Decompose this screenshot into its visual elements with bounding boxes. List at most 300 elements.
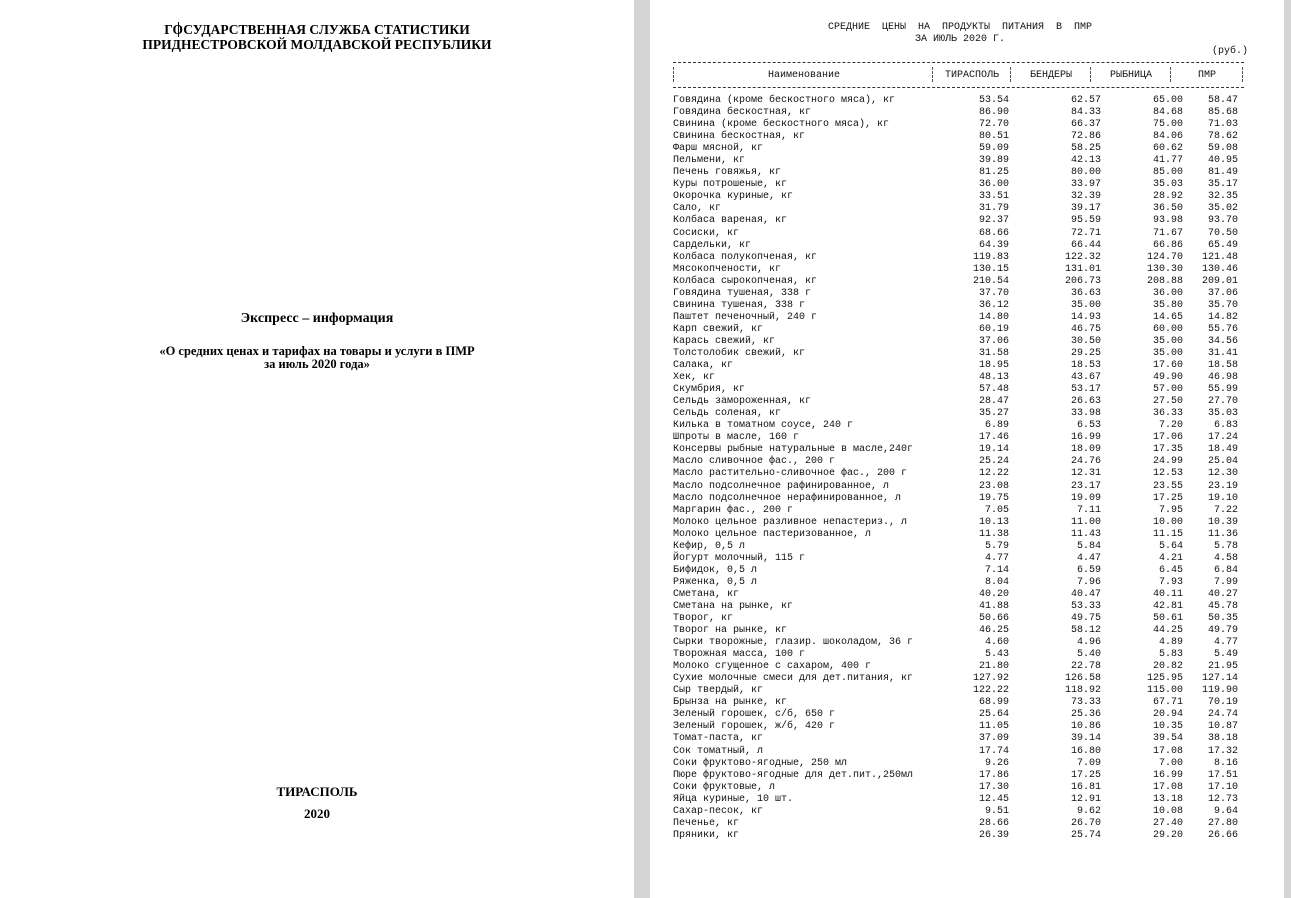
price-bendery: 19.09 <box>1070 492 1101 504</box>
price-bendery: 9.62 <box>1076 805 1101 817</box>
price-pmr: 7.22 <box>1213 504 1238 516</box>
table-row <box>673 348 1244 360</box>
product-name: Сырки творожные, глазир. шоколадом, 36 г <box>673 637 914 649</box>
price-rybnitsa: 35.03 <box>1152 179 1183 191</box>
table-row <box>673 577 1244 589</box>
table-row <box>673 264 1244 276</box>
price-rybnitsa: 40.11 <box>1152 588 1183 600</box>
table-row <box>673 553 1244 565</box>
price-tiraspol: 17.46 <box>978 432 1009 444</box>
table-row <box>673 384 1244 396</box>
table-title: СРЕДНИЕ ЦЕНЫ НА ПРОДУКТЫ ПИТАНИЯ В ПМР <box>827 22 1093 33</box>
price-pmr: 35.17 <box>1207 179 1238 191</box>
price-tiraspol: 40.20 <box>978 588 1009 600</box>
column-divider <box>932 67 933 82</box>
price-bendery: 30.50 <box>1070 335 1101 347</box>
product-name: Говядина тушеная, 338 г <box>673 287 812 299</box>
price-pmr: 12.30 <box>1207 468 1238 480</box>
product-name: Печень говяжья, кг <box>673 167 782 179</box>
table-row <box>673 456 1244 468</box>
price-tiraspol: 36.12 <box>978 299 1009 311</box>
table-row <box>673 203 1244 215</box>
price-pmr: 59.08 <box>1207 143 1238 155</box>
price-tiraspol: 122.22 <box>972 685 1009 697</box>
price-pmr: 10.87 <box>1207 721 1238 733</box>
table-row <box>673 565 1244 577</box>
product-name: Маргарин фас., 200 г <box>673 504 794 516</box>
price-tiraspol: 11.05 <box>978 721 1009 733</box>
product-name: Сосиски, кг <box>673 227 740 239</box>
price-pmr: 81.49 <box>1207 167 1238 179</box>
table-row <box>673 758 1244 770</box>
price-pmr: 21.95 <box>1207 661 1238 673</box>
table-row <box>673 697 1244 709</box>
price-tiraspol: 5.43 <box>984 649 1009 661</box>
price-tiraspol: 12.22 <box>978 468 1009 480</box>
product-name: Молоко цельное разливное непастериз., л <box>673 516 908 528</box>
table-top-rule <box>673 62 1244 63</box>
price-pmr: 65.49 <box>1207 239 1238 251</box>
price-rybnitsa: 208.88 <box>1146 275 1183 287</box>
price-pmr: 18.58 <box>1207 360 1238 372</box>
table-row <box>673 649 1244 661</box>
price-tiraspol: 64.39 <box>978 239 1009 251</box>
price-tiraspol: 48.13 <box>978 372 1009 384</box>
price-bendery: 24.76 <box>1070 456 1101 468</box>
price-pmr: 26.66 <box>1207 829 1238 841</box>
price-pmr: 71.03 <box>1207 119 1238 131</box>
price-bendery: 32.39 <box>1070 191 1101 203</box>
price-pmr: 17.51 <box>1207 769 1238 781</box>
agency-name-line1: ГОСУДАРСТВЕННАЯ СЛУЖБА СТАТИСТИКИ <box>164 22 470 37</box>
table-row <box>673 685 1244 697</box>
price-tiraspol: 68.66 <box>978 227 1009 239</box>
price-rybnitsa: 71.67 <box>1152 227 1183 239</box>
price-bendery: 39.14 <box>1070 733 1101 745</box>
price-pmr: 19.10 <box>1207 492 1238 504</box>
table-row <box>673 830 1244 842</box>
price-bendery: 16.99 <box>1070 432 1101 444</box>
price-pmr: 10.39 <box>1207 516 1238 528</box>
price-rybnitsa: 60.00 <box>1152 323 1183 335</box>
price-bendery: 80.00 <box>1070 167 1101 179</box>
price-rybnitsa: 17.25 <box>1152 492 1183 504</box>
price-tiraspol: 7.14 <box>984 564 1009 576</box>
table-row <box>673 119 1244 131</box>
header-name: Наименование <box>767 70 840 81</box>
price-pmr: 6.84 <box>1213 564 1238 576</box>
price-bendery: 33.98 <box>1070 408 1101 420</box>
price-tiraspol: 68.99 <box>978 697 1009 709</box>
table-row <box>673 661 1244 673</box>
price-tiraspol: 127.92 <box>972 673 1009 685</box>
table-row <box>673 505 1244 517</box>
price-tiraspol: 17.86 <box>978 769 1009 781</box>
price-bendery: 126.58 <box>1064 673 1101 685</box>
price-tiraspol: 92.37 <box>978 215 1009 227</box>
price-tiraspol: 86.90 <box>978 107 1009 119</box>
price-rybnitsa: 17.35 <box>1152 444 1183 456</box>
price-pmr: 12.73 <box>1207 793 1238 805</box>
header-bendery: БЕНДЕРЫ <box>1029 70 1072 81</box>
price-rybnitsa: 13.18 <box>1152 793 1183 805</box>
product-name: Сыр твердый, кг <box>673 685 764 697</box>
price-bendery: 58.12 <box>1070 625 1101 637</box>
product-name: Печенье, кг <box>673 817 740 829</box>
price-rybnitsa: 29.20 <box>1152 829 1183 841</box>
price-tiraspol: 130.15 <box>972 263 1009 275</box>
price-rybnitsa: 75.00 <box>1152 119 1183 131</box>
price-tiraspol: 25.24 <box>978 456 1009 468</box>
price-table-page <box>650 0 1284 898</box>
price-bendery: 42.13 <box>1070 155 1101 167</box>
price-bendery: 49.75 <box>1070 613 1101 625</box>
price-bendery: 84.33 <box>1070 107 1101 119</box>
price-bendery: 16.81 <box>1070 781 1101 793</box>
product-name: Сметана на рынке, кг <box>673 600 794 612</box>
price-pmr: 27.70 <box>1207 396 1238 408</box>
price-tiraspol: 4.60 <box>984 637 1009 649</box>
price-rybnitsa: 49.90 <box>1152 372 1183 384</box>
price-bendery: 7.11 <box>1076 504 1101 516</box>
price-bendery: 72.71 <box>1070 227 1101 239</box>
price-bendery: 12.31 <box>1070 468 1101 480</box>
table-row <box>673 601 1244 613</box>
price-rybnitsa: 65.00 <box>1152 95 1183 106</box>
column-divider <box>1010 67 1011 82</box>
agency-name-line2: ПРИДНЕСТРОВСКОЙ МОЛДАВСКОЙ РЕСПУБЛИКИ <box>142 37 492 52</box>
price-tiraspol: 37.09 <box>978 733 1009 745</box>
price-pmr: 119.90 <box>1201 685 1238 697</box>
price-tiraspol: 11.38 <box>978 528 1009 540</box>
price-pmr: 121.48 <box>1201 251 1238 263</box>
price-rybnitsa: 57.00 <box>1152 384 1183 396</box>
price-rybnitsa: 12.53 <box>1152 468 1183 480</box>
price-rybnitsa: 93.98 <box>1152 215 1183 227</box>
price-rybnitsa: 36.33 <box>1152 408 1183 420</box>
publication-year: 2020 <box>304 806 330 821</box>
price-bendery: 17.25 <box>1070 769 1101 781</box>
product-name: Творожная масса, 100 г <box>673 649 806 661</box>
product-name: Сахар-песок, кг <box>673 805 764 817</box>
table-row <box>673 444 1244 456</box>
price-tiraspol: 8.04 <box>984 576 1009 588</box>
price-tiraspol: 31.79 <box>978 203 1009 215</box>
table-row <box>673 770 1244 782</box>
price-bendery: 22.78 <box>1070 661 1101 673</box>
price-bendery: 66.37 <box>1070 119 1101 131</box>
price-rybnitsa: 36.00 <box>1152 287 1183 299</box>
product-name: Кефир, 0,5 л <box>673 540 746 552</box>
table-row <box>673 493 1244 505</box>
table-row <box>673 818 1244 830</box>
price-tiraspol: 33.51 <box>978 191 1009 203</box>
table-row <box>673 637 1244 649</box>
price-bendery: 18.53 <box>1070 360 1101 372</box>
price-rybnitsa: 50.61 <box>1152 613 1183 625</box>
table-row <box>673 107 1244 119</box>
table-body <box>673 95 1244 842</box>
price-rybnitsa: 85.00 <box>1152 167 1183 179</box>
price-rybnitsa: 5.83 <box>1158 649 1183 661</box>
price-pmr: 7.99 <box>1213 576 1238 588</box>
product-name: Зеленый горошек, ж/б, 420 г <box>673 721 836 733</box>
product-name: Скумбрия, кг <box>673 384 746 396</box>
price-bendery: 53.33 <box>1070 600 1101 612</box>
price-pmr: 34.56 <box>1207 335 1238 347</box>
table-row <box>673 95 1244 107</box>
product-name: Свинина бескостная, кг <box>673 131 806 143</box>
price-tiraspol: 28.66 <box>978 817 1009 829</box>
product-name: Сало, кг <box>673 203 722 215</box>
price-rybnitsa: 84.06 <box>1152 131 1183 143</box>
product-name: Молоко сгущенное с сахаром, 400 г <box>673 661 872 673</box>
price-rybnitsa: 7.00 <box>1158 757 1183 769</box>
price-pmr: 46.98 <box>1207 372 1238 384</box>
price-tiraspol: 7.05 <box>984 504 1009 516</box>
table-row <box>673 288 1244 300</box>
price-bendery: 72.86 <box>1070 131 1101 143</box>
price-tiraspol: 6.89 <box>984 420 1009 432</box>
price-pmr: 40.95 <box>1207 155 1238 167</box>
price-bendery: 66.44 <box>1070 239 1101 251</box>
product-name: Масло подсолнечное нерафинированное, л <box>673 492 902 504</box>
table-subtitle: ЗА ИЮЛЬ 2020 Г. <box>914 34 1005 45</box>
product-name: Масло подсолнечное рафинированное, л <box>673 480 890 492</box>
price-tiraspol: 18.95 <box>978 360 1009 372</box>
price-rybnitsa: 10.08 <box>1152 805 1183 817</box>
product-name: Консервы рыбные натуральные в масле,240г <box>673 444 914 456</box>
price-rybnitsa: 44.25 <box>1152 625 1183 637</box>
price-bendery: 29.25 <box>1070 347 1101 359</box>
table-row <box>673 806 1244 818</box>
product-name: Сардельки, кг <box>673 239 752 251</box>
table-row <box>673 541 1244 553</box>
table-row <box>673 709 1244 721</box>
price-pmr: 78.62 <box>1207 131 1238 143</box>
price-bendery: 33.97 <box>1070 179 1101 191</box>
product-name: Сметана, кг <box>673 588 740 600</box>
price-bendery: 10.86 <box>1070 721 1101 733</box>
price-pmr: 58.47 <box>1207 95 1238 106</box>
product-name: Томат-паста, кг <box>673 733 764 745</box>
header-rybnitsa: РЫБНИЦА <box>1109 70 1152 81</box>
product-name: Яйца куриные, 10 шт. <box>673 793 794 805</box>
price-tiraspol: 72.70 <box>978 119 1009 131</box>
price-rybnitsa: 27.40 <box>1152 817 1183 829</box>
price-rybnitsa: 28.92 <box>1152 191 1183 203</box>
product-name: Творог на рынке, кг <box>673 625 788 637</box>
price-rybnitsa: 4.21 <box>1158 552 1183 564</box>
price-pmr: 24.74 <box>1207 709 1238 721</box>
price-pmr: 45.78 <box>1207 600 1238 612</box>
price-bendery: 46.75 <box>1070 323 1101 335</box>
table-row <box>673 468 1244 480</box>
table-row <box>673 481 1244 493</box>
price-pmr: 5.78 <box>1213 540 1238 552</box>
price-bendery: 7.96 <box>1076 576 1101 588</box>
price-pmr: 93.70 <box>1207 215 1238 227</box>
price-rybnitsa: 60.62 <box>1152 143 1183 155</box>
price-bendery: 6.53 <box>1076 420 1101 432</box>
price-bendery: 40.47 <box>1070 588 1101 600</box>
table-row <box>673 721 1244 733</box>
product-name: Брынза на рынке, кг <box>673 697 788 709</box>
price-pmr: 23.19 <box>1207 480 1238 492</box>
product-name: Сельдь замороженная, кг <box>673 396 812 408</box>
price-tiraspol: 21.80 <box>978 661 1009 673</box>
price-rybnitsa: 35.00 <box>1152 335 1183 347</box>
product-name: Пряники, кг <box>673 829 740 841</box>
table-row <box>673 420 1244 432</box>
price-bendery: 131.01 <box>1064 263 1101 275</box>
price-rybnitsa: 67.71 <box>1152 697 1183 709</box>
price-tiraspol: 41.88 <box>978 600 1009 612</box>
price-pmr: 70.19 <box>1207 697 1238 709</box>
price-tiraspol: 57.48 <box>978 384 1009 396</box>
price-pmr: 6.83 <box>1213 420 1238 432</box>
table-row <box>673 517 1244 529</box>
price-bendery: 25.74 <box>1070 829 1101 841</box>
price-rybnitsa: 35.80 <box>1152 299 1183 311</box>
price-rybnitsa: 17.08 <box>1152 745 1183 757</box>
price-tiraspol: 60.19 <box>978 323 1009 335</box>
price-bendery: 35.00 <box>1070 299 1101 311</box>
price-bendery: 23.17 <box>1070 480 1101 492</box>
price-bendery: 11.00 <box>1070 516 1101 528</box>
product-name: Килька в томатном соусе, 240 г <box>673 420 854 432</box>
product-name: Пюре фруктово-ягодные для дет.пит.,250мл <box>673 769 914 781</box>
product-name: Масло сливочное фас., 200 г <box>673 456 836 468</box>
product-name: Бифидок, 0,5 л <box>673 564 758 576</box>
price-tiraspol: 36.00 <box>978 179 1009 191</box>
price-tiraspol: 25.64 <box>978 709 1009 721</box>
price-bendery: 18.09 <box>1070 444 1101 456</box>
product-name: Фарш мясной, кг <box>673 143 764 155</box>
price-tiraspol: 80.51 <box>978 131 1009 143</box>
document-type-title: Экспресс – информация <box>240 311 394 326</box>
price-rybnitsa: 5.64 <box>1158 540 1183 552</box>
table-row <box>673 228 1244 240</box>
table-row <box>673 155 1244 167</box>
price-pmr: 37.06 <box>1207 287 1238 299</box>
product-name: Сок томатный, л <box>673 745 764 757</box>
product-name: Говядина (кроме бескостного мяса), кг <box>673 95 896 106</box>
header-pmr: ПМР <box>1197 70 1216 81</box>
price-bendery: 4.47 <box>1076 552 1101 564</box>
product-name: Колбаса сырокопченая, кг <box>673 275 818 287</box>
price-rybnitsa: 24.99 <box>1152 456 1183 468</box>
price-bendery: 6.59 <box>1076 564 1101 576</box>
price-bendery: 206.73 <box>1064 275 1101 287</box>
product-name: Колбаса полукопченая, кг <box>673 251 818 263</box>
header-tiraspol: ТИРАСПОЛЬ <box>944 70 999 81</box>
price-rybnitsa: 23.55 <box>1152 480 1183 492</box>
product-name: Толстолобик свежий, кг <box>673 347 806 359</box>
table-header-rule <box>673 87 1244 88</box>
product-name: Карась свежий, кг <box>673 335 776 347</box>
price-rybnitsa: 42.81 <box>1152 600 1183 612</box>
price-pmr: 85.68 <box>1207 107 1238 119</box>
price-pmr: 9.64 <box>1213 805 1238 817</box>
price-rybnitsa: 36.50 <box>1152 203 1183 215</box>
price-bendery: 62.57 <box>1070 95 1101 106</box>
table-row <box>673 276 1244 288</box>
price-tiraspol: 35.27 <box>978 408 1009 420</box>
price-tiraspol: 17.74 <box>978 745 1009 757</box>
price-bendery: 16.80 <box>1070 745 1101 757</box>
product-name: Соки фруктово-ягодные, 250 мл <box>673 757 848 769</box>
table-row <box>673 336 1244 348</box>
price-tiraspol: 59.09 <box>978 143 1009 155</box>
price-bendery: 26.63 <box>1070 396 1101 408</box>
product-name: Говядина бескостная, кг <box>673 107 812 119</box>
price-rybnitsa: 17.60 <box>1152 360 1183 372</box>
price-pmr: 31.41 <box>1207 347 1238 359</box>
price-pmr: 25.04 <box>1207 456 1238 468</box>
price-bendery: 25.36 <box>1070 709 1101 721</box>
product-name: Мясокопчености, кг <box>673 263 782 275</box>
table-row <box>673 143 1244 155</box>
price-tiraspol: 53.54 <box>978 95 1009 106</box>
price-tiraspol: 19.75 <box>978 492 1009 504</box>
price-pmr: 209.01 <box>1201 275 1238 287</box>
table-row <box>673 613 1244 625</box>
product-name: Карп свежий, кг <box>673 323 764 335</box>
table-row <box>673 300 1244 312</box>
price-tiraspol: 17.30 <box>978 781 1009 793</box>
price-bendery: 12.91 <box>1070 793 1101 805</box>
price-tiraspol: 31.58 <box>978 347 1009 359</box>
table-row <box>673 324 1244 336</box>
price-rybnitsa: 115.00 <box>1146 685 1183 697</box>
price-pmr: 40.27 <box>1207 588 1238 600</box>
price-pmr: 55.99 <box>1207 384 1238 396</box>
product-name: Сельдь соленая, кг <box>673 408 782 420</box>
table-row <box>673 408 1244 420</box>
product-name: Паштет печеночный, 240 г <box>673 311 818 323</box>
price-tiraspol: 23.08 <box>978 480 1009 492</box>
price-rybnitsa: 6.45 <box>1158 564 1183 576</box>
table-row <box>673 131 1244 143</box>
price-rybnitsa: 66.86 <box>1152 239 1183 251</box>
table-row <box>673 215 1244 227</box>
price-pmr: 35.03 <box>1207 408 1238 420</box>
price-bendery: 36.63 <box>1070 287 1101 299</box>
table-row <box>673 733 1244 745</box>
price-pmr: 35.70 <box>1207 299 1238 311</box>
price-rybnitsa: 14.65 <box>1152 311 1183 323</box>
product-name: Окорочка куриные, кг <box>673 191 794 203</box>
table-row <box>673 240 1244 252</box>
price-bendery: 5.84 <box>1076 540 1101 552</box>
product-name: Творог, кг <box>673 613 734 625</box>
price-pmr: 4.77 <box>1213 637 1238 649</box>
price-pmr: 17.32 <box>1207 745 1238 757</box>
price-bendery: 26.70 <box>1070 817 1101 829</box>
price-bendery: 53.17 <box>1070 384 1101 396</box>
product-name: Пельмени, кг <box>673 155 746 167</box>
table-row <box>673 529 1244 541</box>
product-name: Сухие молочные смеси для дет.питания, кг <box>673 673 914 685</box>
price-pmr: 17.10 <box>1207 781 1238 793</box>
column-divider <box>1242 67 1243 82</box>
price-tiraspol: 19.14 <box>978 444 1009 456</box>
price-pmr: 8.16 <box>1213 757 1238 769</box>
column-divider <box>1090 67 1091 82</box>
price-pmr: 130.46 <box>1201 263 1238 275</box>
product-name: Куры потрошеные, кг <box>673 179 788 191</box>
